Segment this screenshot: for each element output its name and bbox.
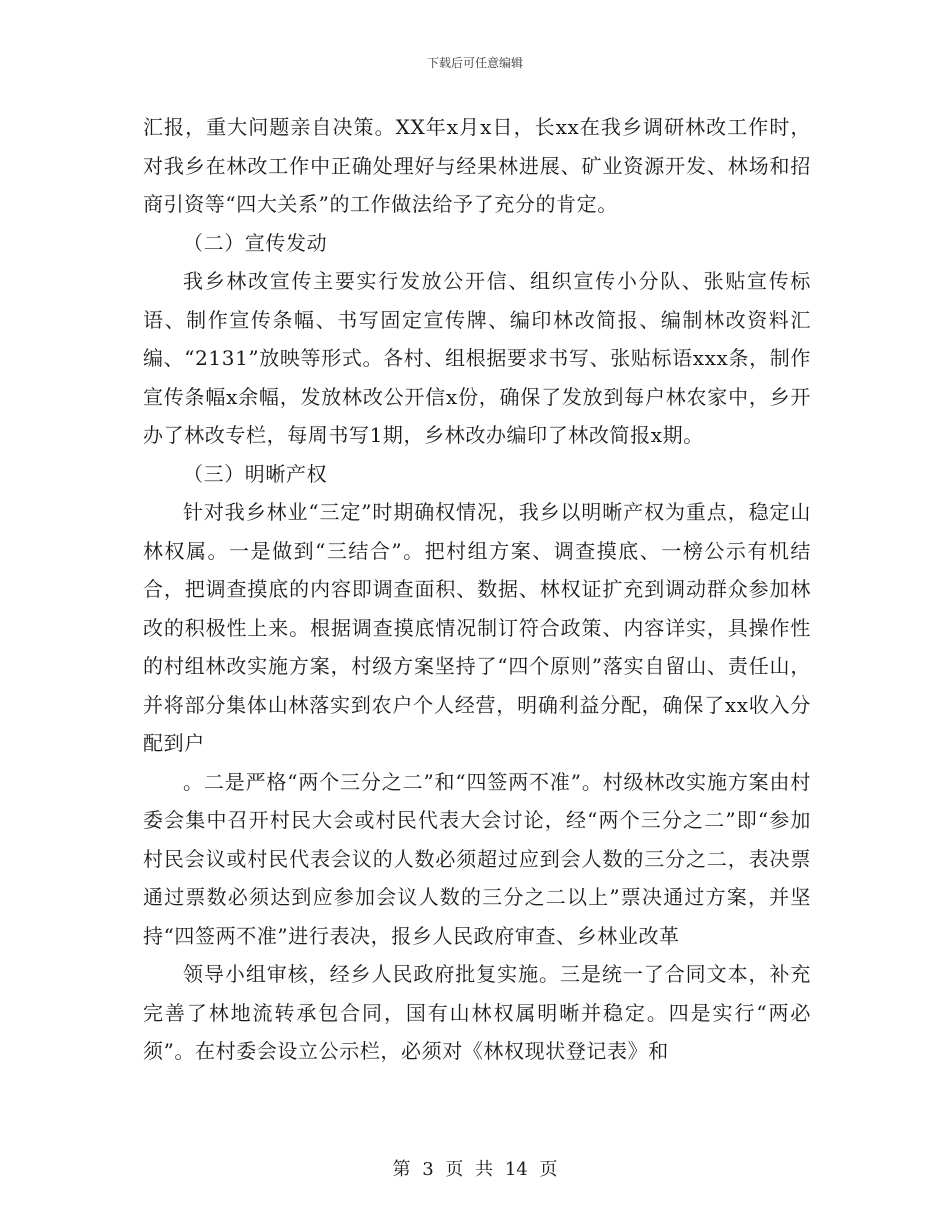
paragraph-continuation: 汇报，重大问题亲自决策。XX年x月x日，长xx在我乡调研林改工作时，对我乡在林改工作中正确处理好与经果林进展、矿业资源开发、林场和招商引资等“四大关系”的工作做法给予了充分的肯定。 [143,115,811,216]
section-heading-publicity: （二）宣传发动 [183,230,328,255]
paragraph-property-rights: 针对我乡林业“三定”时期确权情况，我乡以明晰产权为重点，稳定山林权属。一是做到“三结合”。把村组方案、调查摸底、一榜公示有机结合，把调查摸底的内容即调查面积、数据、林权证扩充到调动群众参加林改的积极性上来。根据调查摸底情况制订符合政策、内容详实，具操作性的村组林改实施方案，村级方案坚持了“四个原则”落实自留山、责任山，并将部分集体山林落实到农户个人经营，明确利益分配，确保了xx收入分配到户 [143,500,811,755]
page-number-footer: 第 3 页 共 14 页 [392,1159,558,1180]
document-body [143,108,811,1071]
paragraph-publicity: 我乡林改宣传主要实行发放公开信、组织宣传小分队、张贴宣传标语、制作宣传条幅、书写固定宣传牌、编印林改简报、编制林改资料汇编、“2131”放映等形式。各村、组根据要求书写、张贴标语xxx条，制作宣传条幅x余幅，发放林改公开信x份，确保了发放到每户林农家中，乡开办了林改专栏，每周书写1期，乡林改办编印了林改简报x期。 [143,269,811,447]
paragraph-two-thirds: 。二是严格“两个三分之二”和“四签两不准”。村级林改实施方案由村委会集中召开村民大会或村民代表大会讨论，经“两个三分之二”即“参加村民会议或村民代表会议的人数必须超过应到会人数的三分之二，表决票通过票数必须达到应参加会议人数的三分之二以上”票决通过方案，并坚持“四签两不准”进行表决，报乡人民政府审查、乡林业改革 [143,769,811,948]
page-header-note: 下载后可任意编辑 [426,56,523,70]
paragraph-contract-unification: 领导小组审核，经乡人民政府批复实施。三是统一了合同文本，补充完善了林地流转承包合同，国有山林权属明晰并稳定。四是实行“两必须”。在村委会设立公示栏，必须对《林权现状登记表》和 [143,962,811,1063]
section-heading-property-rights: （三）明晰产权 [183,461,328,486]
